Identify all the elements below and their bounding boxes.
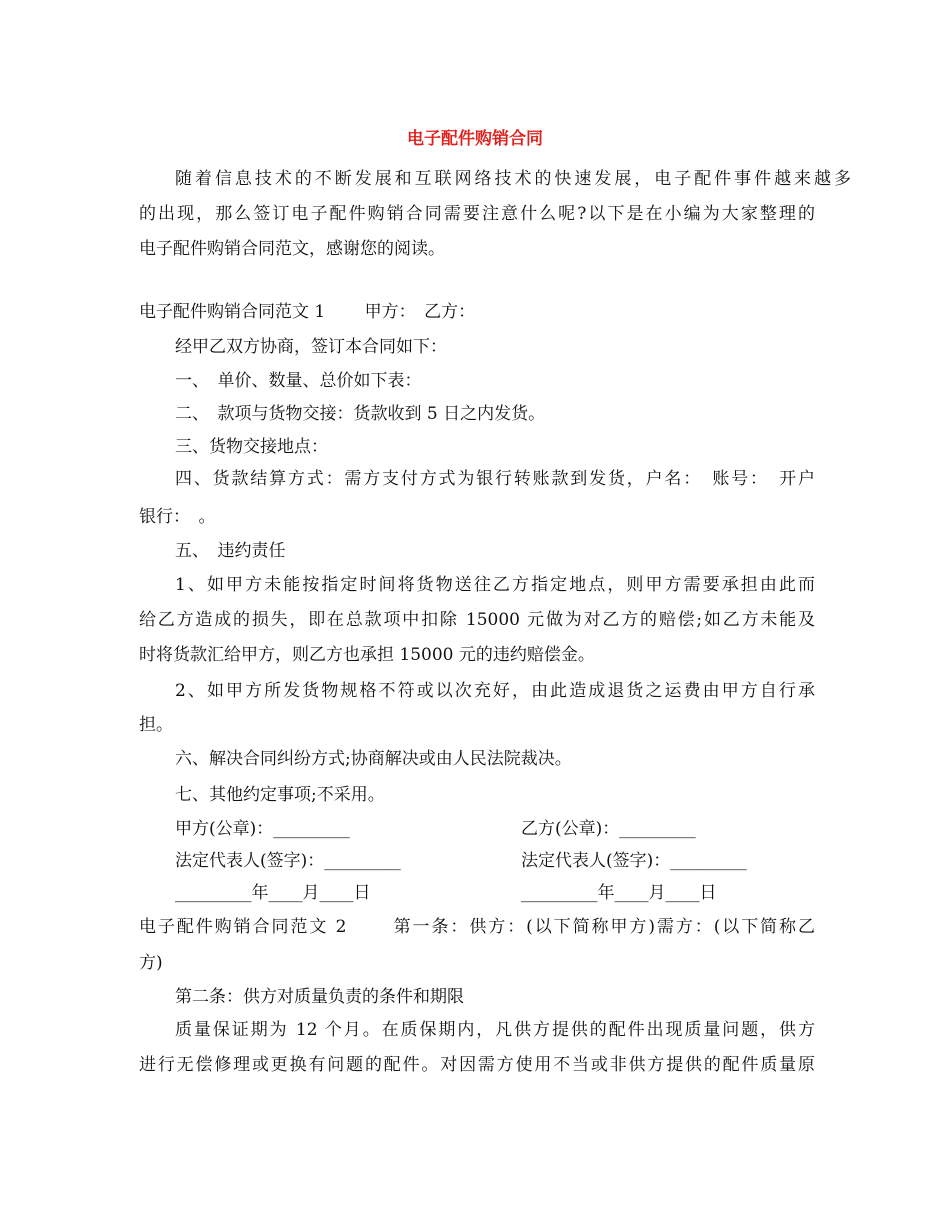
party-b-representative: 法定代表人(签字)：_________ <box>521 851 747 871</box>
article-2: 第二条：供方对质量负责的条件和期限 <box>175 987 464 1007</box>
document-title: 电子配件购销合同 <box>407 129 543 149</box>
breach-2: 2、如甲方所发货物规格不符或以次充好，由此造成退货之运费由甲方自行承 <box>175 681 815 701</box>
party-a-date: _________年____月____日 <box>175 883 371 903</box>
sample1-heading: 电子配件购销合同范文 1 甲方： 乙方： <box>139 302 476 322</box>
clause-2: 二、 款项与货物交接：货款收到 5 日之内发货。 <box>175 404 546 424</box>
intro-line: 电子配件购销合同范文，感谢您的阅读。 <box>139 239 445 259</box>
party-a-seal: 甲方(公章)：_________ <box>175 819 350 839</box>
agreement-line: 经甲乙双方协商，签订本合同如下： <box>175 337 447 357</box>
breach-1: 时将货款汇给甲方，则乙方也承担 15000 元的违约赔偿金。 <box>139 645 595 665</box>
clause-4: 四、货款结算方式：需方支付方式为银行转账款到发货，户名： 账号： 开户 <box>175 469 815 489</box>
clause-4-cont: 银行： 。 <box>139 507 216 527</box>
quality-line: 质量保证期为 12 个月。在质保期内，凡供方提供的配件出现质量问题，供方 <box>175 1020 815 1040</box>
clause-1: 一、 单价、数量、总价如下表： <box>175 371 422 391</box>
clause-7: 七、其他约定事项;不采用。 <box>175 785 385 805</box>
clause-5: 五、 违约责任 <box>175 541 286 561</box>
clause-6: 六、解决合同纠纷方式;协商解决或由人民法院裁决。 <box>175 749 572 769</box>
clause-3: 三、货物交接地点： <box>175 437 328 457</box>
breach-2: 担。 <box>139 715 173 735</box>
party-b-date: _________年____月____日 <box>521 883 717 903</box>
quality-line: 进行无偿修理或更换有问题的配件。对因需方使用不当或非供方提供的配件质量原 <box>139 1055 815 1075</box>
sample2-heading: 电子配件购销合同范文 2 第一条：供方：(以下简称甲方)需方：(以下简称乙 <box>139 917 815 937</box>
breach-1: 给乙方造成的损失，即在总款项中扣除 15000 元做为对乙方的赔偿;如乙方未能及 <box>139 610 815 630</box>
party-b-seal: 乙方(公章)：_________ <box>521 819 696 839</box>
breach-1: 1、如甲方未能按指定时间将货物送往乙方指定地点，则甲方需要承担由此而 <box>175 575 815 595</box>
party-a-representative: 法定代表人(签字)：_________ <box>175 851 401 871</box>
intro-line: 随着信息技术的不断发展和互联网络技术的快速发展，电子配件事件越来越多 <box>175 169 851 189</box>
sample2-heading-cont: 方) <box>139 953 163 973</box>
intro-line: 的出现，那么签订电子配件购销合同需要注意什么呢?以下是在小编为大家整理的 <box>139 204 815 224</box>
